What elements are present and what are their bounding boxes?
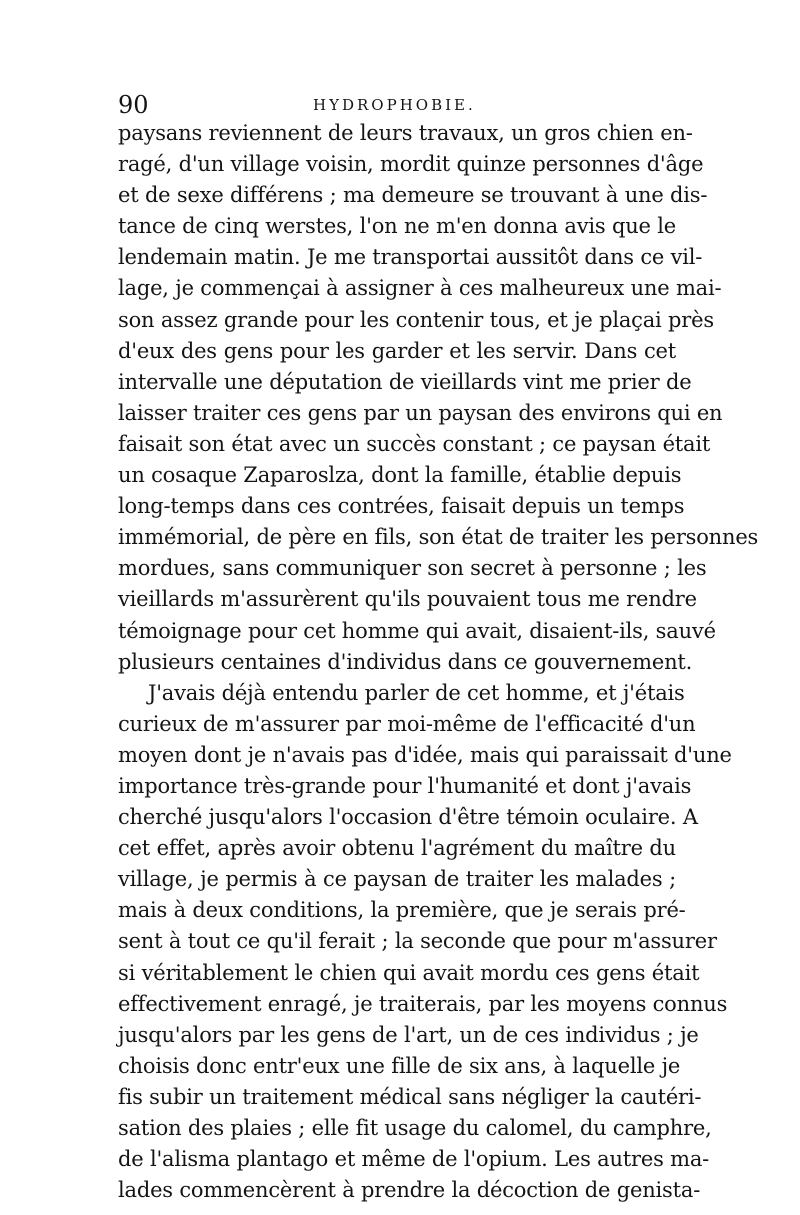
text-line: curieux de m'assurer par moi-même de l'efficacité d'un: [118, 711, 696, 736]
text-line: d'eux des gens pour les garder et les servir. Dans cet: [118, 338, 676, 363]
text-line: choisis donc entr'eux une fille de six ans, à laquelle je: [118, 1053, 681, 1078]
text-line: de l'alisma plantago et même de l'opium. Les autres ma-: [118, 1147, 710, 1172]
text-line: son assez grande pour les contenir tous, et je plaçai près: [118, 307, 714, 332]
text-line: mordues, sans communiquer son secret à personne ; les: [118, 556, 707, 581]
text-line: plusieurs centaines d'individus dans ce gouvernement.: [118, 649, 693, 674]
text-line: immémorial, de père en fils, son état de traiter les personnes: [118, 525, 759, 550]
page-number: 90: [118, 91, 149, 119]
running-head: HYDROPHOBIE.: [313, 96, 476, 114]
text-line: lades commencèrent à prendre la décoction de genista-: [118, 1178, 701, 1203]
body-text: [118, 118, 759, 1206]
text-line: faisait son état avec un succès constant ; ce paysan était: [118, 431, 711, 456]
text-line: lage, je commençai à assigner à ces malheureux une mai-: [118, 276, 722, 301]
text-line: fis subir un traitement médical sans négliger la cautéri-: [118, 1084, 702, 1109]
text-line: village, je permis à ce paysan de traiter les malades ;: [118, 867, 676, 892]
text-line: si véritablement le chien qui avait mordu ces gens était: [118, 960, 700, 985]
text-line: importance très-grande pour l'humanité et dont j'avais: [118, 773, 692, 798]
text-line: vieillards m'assurèrent qu'ils pouvaient tous me rendre: [118, 587, 697, 612]
text-line: laisser traiter ces gens par un paysan des environs qui en: [118, 400, 723, 425]
text-line: cherché jusqu'alors l'occasion d'être témoin oculaire. A: [118, 805, 698, 830]
text-line: mais à deux conditions, la première, que je serais pré-: [118, 898, 686, 923]
text-line: et de sexe différens ; ma demeure se trouvant à une dis-: [118, 183, 708, 208]
text-line: témoignage pour cet homme qui avait, disaient-ils, sauvé: [118, 618, 716, 643]
text-line: sation des plaies ; elle fit usage du calomel, du camphre,: [118, 1116, 712, 1140]
text-line: lendemain matin. Je me transportai aussitôt dans ce vil-: [118, 245, 703, 270]
text-line: intervalle une députation de vieillards vint me prier de: [118, 369, 692, 394]
text-line: J'avais déjà entendu parler de cet homme, et j'étais: [148, 680, 685, 705]
text-line: sent à tout ce qu'il ferait ; la seconde que pour m'assurer: [118, 929, 717, 954]
text-line: un cosaque Zaparoslza, dont la famille, établie depuis: [118, 463, 682, 488]
text-line: moyen dont je n'avais pas d'idée, mais qui paraissait d'une: [118, 742, 732, 767]
text-line: jusqu'alors par les gens de l'art, un de ces individus ; je: [118, 1022, 699, 1047]
text-line: tance de cinq werstes, l'on ne m'en donna avis que le: [118, 214, 676, 239]
text-line: effectivement enragé, je traiterais, par les moyens connus: [118, 991, 728, 1016]
text-line: long-temps dans ces contrées, faisait depuis un temps: [118, 494, 685, 519]
text-line: ragé, d'un village voisin, mordit quinze personnes d'âge: [118, 152, 704, 177]
text-line: cet effet, après avoir obtenu l'agrément du maître du: [118, 836, 676, 861]
page-header: [118, 90, 678, 120]
text-line: paysans reviennent de leurs travaux, un gros chien en-: [118, 121, 693, 145]
